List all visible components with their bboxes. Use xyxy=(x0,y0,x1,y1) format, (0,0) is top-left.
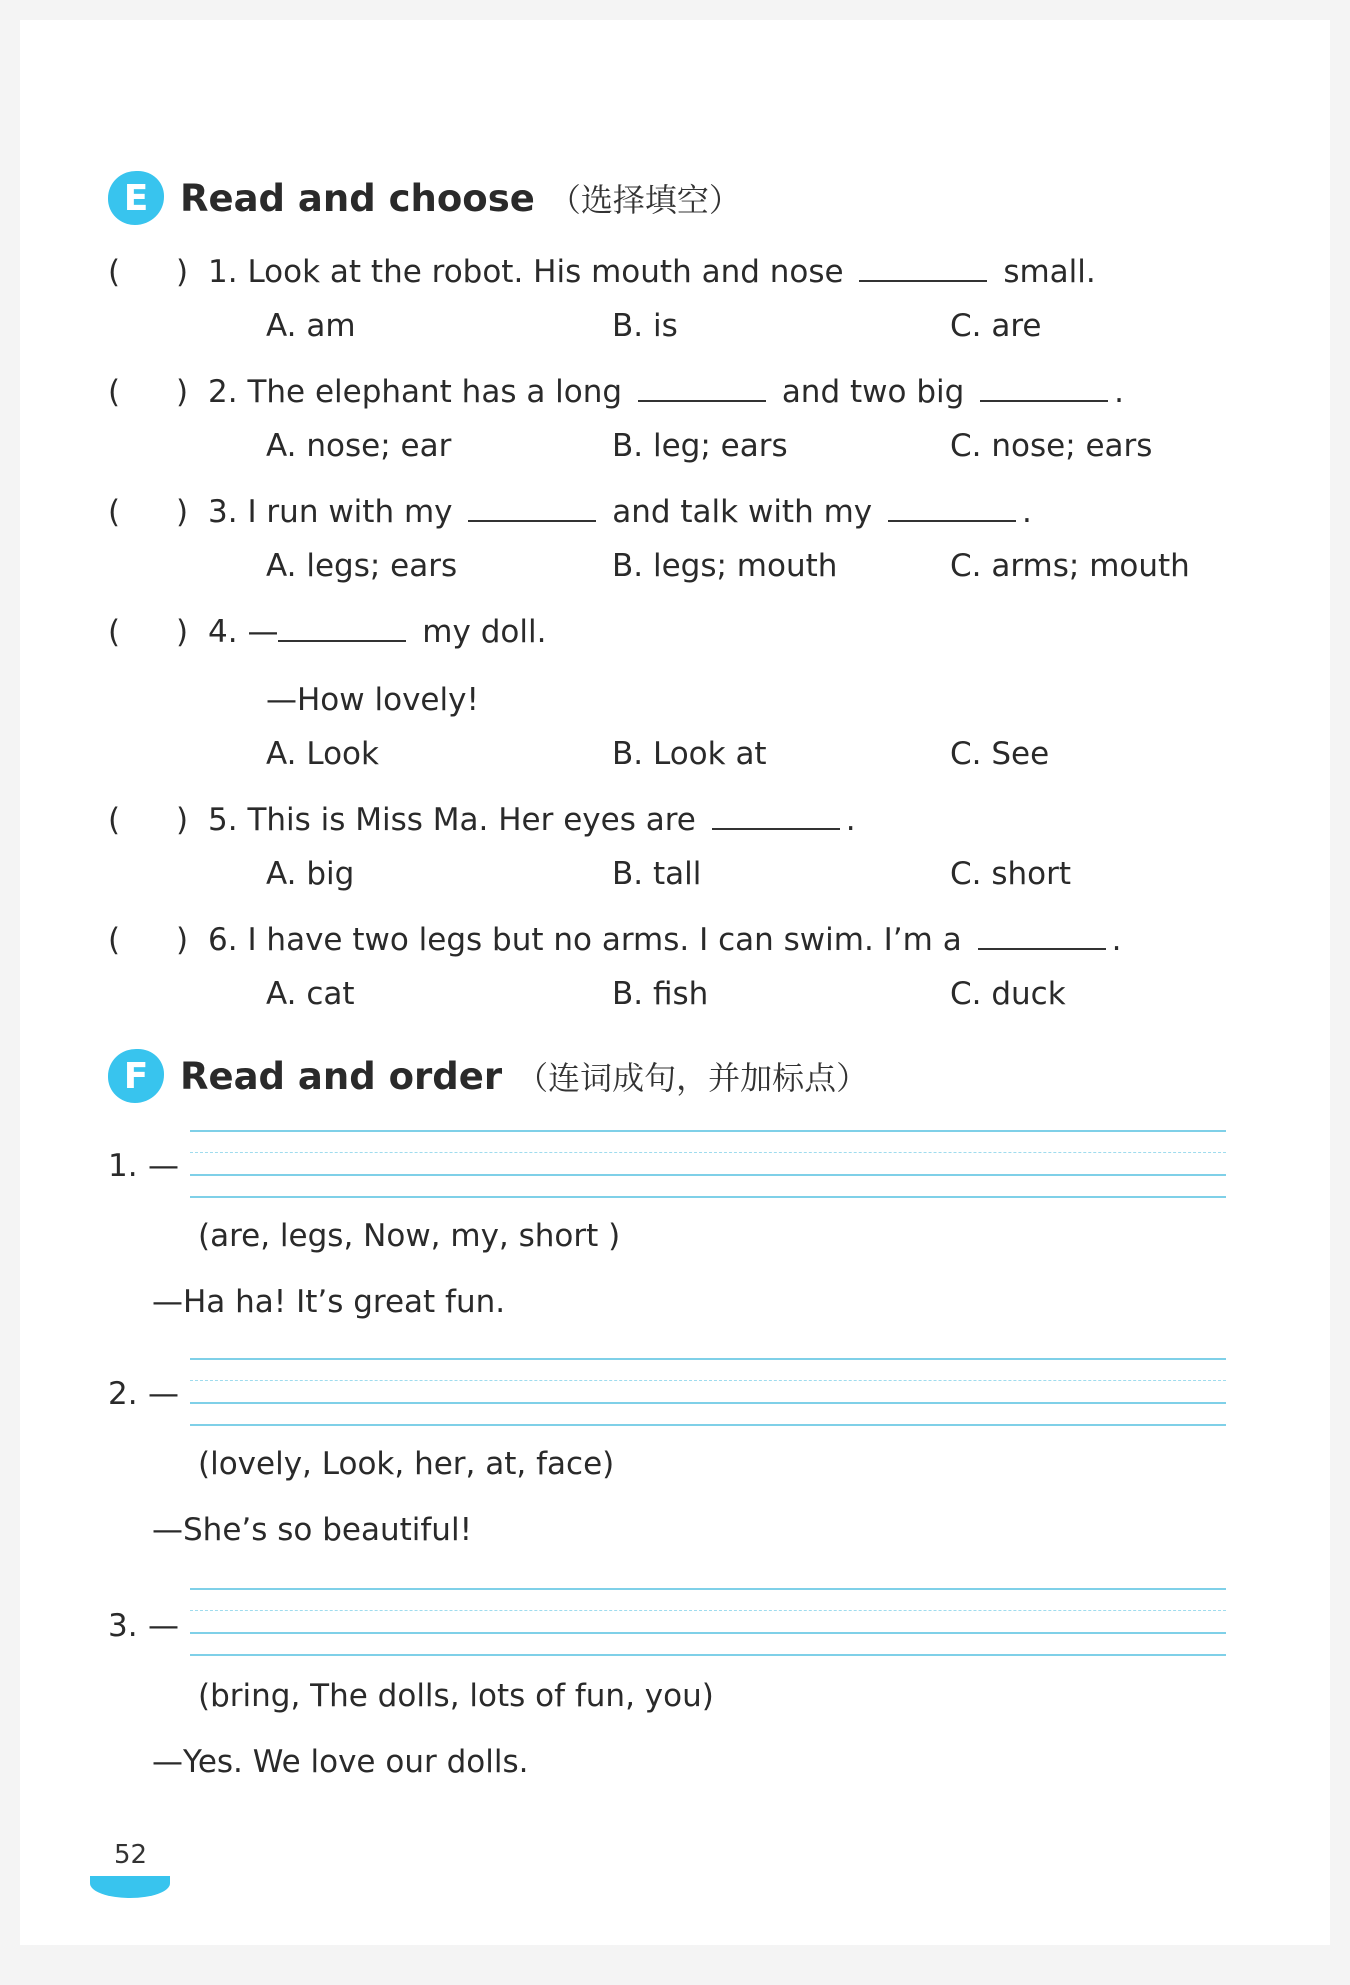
section-f-badge: F xyxy=(108,1049,164,1103)
answer-paren-close: ) xyxy=(176,802,189,838)
writing-lines[interactable] xyxy=(190,1588,1226,1658)
option-c[interactable]: C. are xyxy=(950,308,1042,344)
order-item-hint: (lovely, Look, her, at, face) xyxy=(198,1446,615,1482)
option-c[interactable]: C. nose; ears xyxy=(950,428,1153,464)
options-row-2 xyxy=(266,424,1266,468)
question-pre: This is Miss Ma. Her eyes are xyxy=(247,802,696,838)
writing-line xyxy=(190,1174,1226,1176)
question-text xyxy=(208,250,1096,294)
order-item-number: 3. xyxy=(108,1608,138,1644)
answer-paren-open: ( xyxy=(108,802,121,838)
answer-paren-open: ( xyxy=(108,614,121,650)
option-b[interactable]: B. is xyxy=(612,308,678,344)
question-number: 2. xyxy=(208,374,238,410)
page-swoosh-decoration xyxy=(90,1876,170,1898)
options-row-6 xyxy=(266,972,1266,1016)
answer-paren-open: ( xyxy=(108,494,121,530)
writing-line-dashed xyxy=(190,1152,1226,1153)
section-f-subtitle: （连词成句，并加标点） xyxy=(516,1059,869,1097)
worksheet-page xyxy=(20,20,1330,1945)
section-e-title: Read and choose xyxy=(180,176,535,220)
writing-line xyxy=(190,1402,1226,1404)
question-number: 5. xyxy=(208,802,238,838)
option-c[interactable]: C. See xyxy=(950,736,1050,772)
order-item-reply: —Ha ha! It’s great fun. xyxy=(152,1284,506,1320)
question-post: my doll. xyxy=(422,614,547,650)
section-e-badge: E xyxy=(108,171,164,225)
writing-line-dashed xyxy=(190,1380,1226,1381)
order-item-number: 1. xyxy=(108,1148,138,1184)
answer-blank[interactable] xyxy=(278,612,406,642)
question-mid: and talk with my xyxy=(612,494,873,530)
option-b[interactable]: B. fish xyxy=(612,976,709,1012)
question-text xyxy=(208,490,1032,534)
option-a[interactable]: A. cat xyxy=(266,976,355,1012)
option-b[interactable]: B. tall xyxy=(612,856,702,892)
writing-line xyxy=(190,1358,1226,1360)
writing-line xyxy=(190,1424,1226,1426)
option-c[interactable]: C. duck xyxy=(950,976,1066,1012)
question-number: 6. xyxy=(208,922,238,958)
question-number: 4. xyxy=(208,614,238,650)
question-pre: Look at the robot. His mouth and nose xyxy=(247,254,844,290)
answer-paren-open: ( xyxy=(108,254,121,290)
answer-paren-open: ( xyxy=(108,374,121,410)
question-post: . xyxy=(845,802,856,838)
order-item-dash: — xyxy=(148,1608,179,1644)
order-item-reply: —She’s so beautiful! xyxy=(152,1512,472,1548)
question-text xyxy=(208,798,856,842)
options-row-3 xyxy=(266,544,1266,588)
option-a[interactable]: A. Look xyxy=(266,736,379,772)
writing-line xyxy=(190,1654,1226,1656)
answer-blank[interactable] xyxy=(638,372,766,402)
section-f-title: Read and order xyxy=(180,1054,503,1098)
question-post: . xyxy=(1111,922,1122,958)
options-row-5 xyxy=(266,852,1266,896)
question-number: 3. xyxy=(208,494,238,530)
question-pre: The elephant has a long xyxy=(247,374,623,410)
section-e-subtitle: （选择填空） xyxy=(548,181,741,219)
option-a[interactable]: A. nose; ear xyxy=(266,428,452,464)
order-item-hint: (bring, The dolls, lots of fun, you) xyxy=(198,1678,714,1714)
order-item-dash: — xyxy=(148,1376,179,1412)
option-c[interactable]: C. arms; mouth xyxy=(950,548,1190,584)
answer-blank[interactable] xyxy=(468,492,596,522)
writing-lines[interactable] xyxy=(190,1130,1226,1200)
writing-line xyxy=(190,1588,1226,1590)
answer-blank[interactable] xyxy=(712,800,840,830)
question-pre: — xyxy=(247,614,279,650)
question-text xyxy=(208,610,546,654)
question-text xyxy=(208,370,1124,414)
answer-paren-close: ) xyxy=(176,922,189,958)
question-post: small. xyxy=(1003,254,1096,290)
options-row-1 xyxy=(266,304,1266,348)
question-pre: I run with my xyxy=(247,494,453,530)
answer-blank[interactable] xyxy=(859,252,987,282)
answer-paren-close: ) xyxy=(176,374,189,410)
writing-line-dashed xyxy=(190,1610,1226,1611)
option-c[interactable]: C. short xyxy=(950,856,1072,892)
writing-line xyxy=(190,1196,1226,1198)
writing-line xyxy=(190,1632,1226,1634)
question-post: . xyxy=(1022,494,1032,530)
answer-paren-close: ) xyxy=(176,614,189,650)
option-a[interactable]: A. big xyxy=(266,856,355,892)
order-item-hint: (are, legs, Now, my, short ) xyxy=(198,1218,621,1254)
options-row-4 xyxy=(266,732,1266,776)
question-post: . xyxy=(1114,374,1125,410)
question-text xyxy=(208,918,1121,962)
option-b[interactable]: B. leg; ears xyxy=(612,428,788,464)
option-b[interactable]: B. Look at xyxy=(612,736,767,772)
section-f-header xyxy=(108,1046,868,1106)
answer-paren-close: ) xyxy=(176,254,189,290)
answer-blank[interactable] xyxy=(980,372,1108,402)
question-mid: and two big xyxy=(781,374,965,410)
question-number: 1. xyxy=(208,254,238,290)
answer-paren-open: ( xyxy=(108,922,121,958)
order-item-number: 2. xyxy=(108,1376,138,1412)
writing-lines[interactable] xyxy=(190,1358,1226,1428)
section-e-header xyxy=(108,168,741,228)
question-4-reply: —How lovely! xyxy=(266,682,479,718)
option-a[interactable]: A. am xyxy=(266,308,356,344)
order-item-reply: —Yes. We love our dolls. xyxy=(152,1744,529,1780)
writing-line xyxy=(190,1130,1226,1132)
page-number: 52 xyxy=(114,1840,148,1870)
option-b[interactable]: B. legs; mouth xyxy=(612,548,838,584)
answer-blank[interactable] xyxy=(978,920,1106,950)
question-pre: I have two legs but no arms. I can swim. I’m a xyxy=(247,922,962,958)
answer-paren-close: ) xyxy=(176,494,189,530)
page-number-block xyxy=(90,1840,190,1910)
option-a[interactable]: A. legs; ears xyxy=(266,548,458,584)
order-item-dash: — xyxy=(148,1148,179,1184)
answer-blank[interactable] xyxy=(888,492,1016,522)
